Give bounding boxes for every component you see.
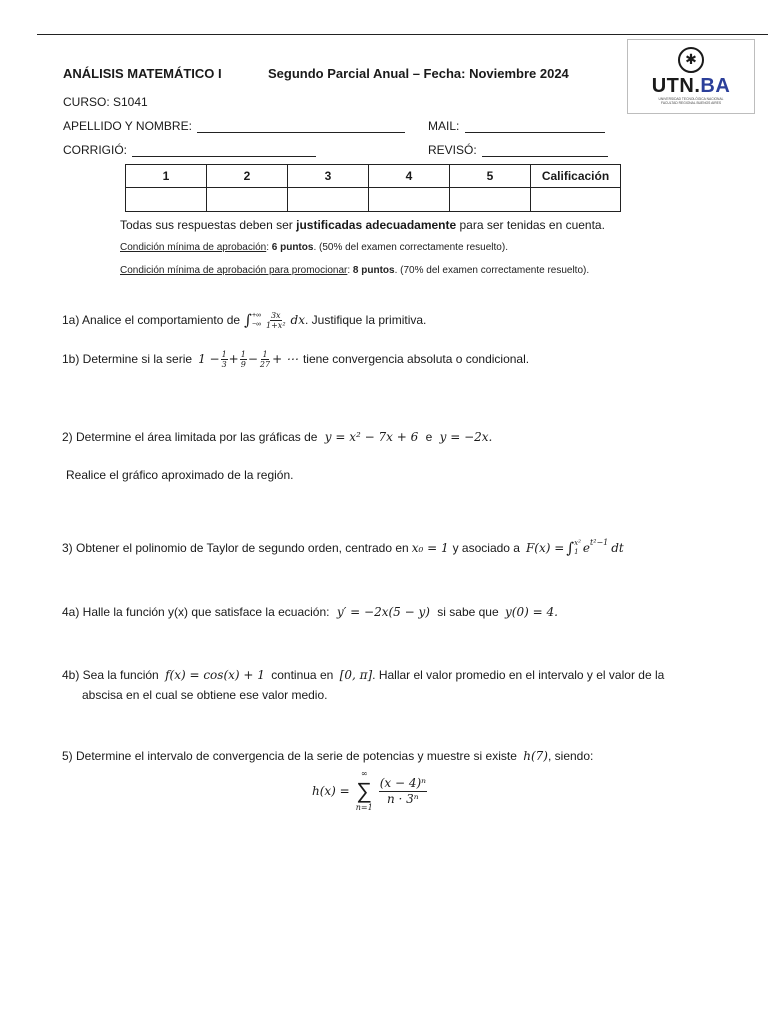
reviso-row [428, 143, 608, 157]
curso-label: CURSO: S1041 [63, 95, 148, 109]
exam-title: Segundo Parcial Anual – Fecha: Noviembre 2024 [268, 66, 569, 81]
reviso-field[interactable] [482, 145, 608, 157]
apellido-row [63, 119, 405, 133]
corrigio-label: CORRIGIÓ: [63, 143, 128, 157]
corrigio-row [63, 143, 316, 157]
grade-score-cell[interactable] [531, 188, 621, 212]
grade-header-cell: 1 [126, 165, 207, 188]
mail-label: MAIL: [428, 119, 460, 133]
question-3: 3) Obtener el polinomio de Taylor de segundo orden, centrado en x₀ = 1 y asociado a F(x) = ∫ x² 1 e t²−1 dt [62, 537, 624, 557]
grade-table-header [126, 165, 621, 188]
grade-score-cell[interactable] [288, 188, 369, 212]
question-2-graph: Realice el gráfico aproximado de la región. [66, 468, 294, 482]
promotion-condition: Condición mínima de aprobación para promocionar: 8 puntos. (70% del examen correctamente resuelto). [120, 265, 590, 276]
grade-header-cell: Calificación [531, 165, 621, 188]
grade-header-cell: 2 [207, 165, 288, 188]
grade-table-scores [126, 188, 621, 212]
grade-score-cell[interactable] [369, 188, 450, 212]
top-rule [37, 34, 768, 35]
question-5-formula: h(x) = ∞ ∑ n=1 $\frac{\text{(x − 4)ⁿ}}{\text{n · 3ⁿ}}$ [312, 769, 426, 812]
approval-condition: Condición mínima de aprobación: 6 puntos. (50% del examen correctamente resuelto). [120, 242, 508, 253]
apellido-label: APELLIDO Y NOMBRE: [63, 119, 192, 133]
apellido-field[interactable] [197, 121, 405, 133]
grade-table [125, 164, 621, 212]
utn-ba-logo [627, 39, 755, 114]
grade-score-cell[interactable] [207, 188, 288, 212]
reviso-label: REVISÓ: [428, 143, 477, 157]
grade-header-cell: 5 [450, 165, 531, 188]
mail-row [428, 119, 605, 133]
question-5: 5) Determine el intervalo de convergencia de la serie de potencias y muestre si existe h(7), siendo: [62, 749, 594, 763]
grade-score-cell[interactable] [450, 188, 531, 212]
grade-header-cell: 3 [288, 165, 369, 188]
grade-score-cell[interactable] [126, 188, 207, 212]
question-4a: 4a) Halle la función y(x) que satisface la ecuación: y′ = −2x(5 − y) si sabe que y(0) = 4. [62, 605, 558, 619]
utn-emblem-icon: ✱ [678, 47, 704, 73]
instructions-main: Todas sus respuestas deben ser justificadas adecuadamente para ser tenidas en cuenta. [120, 218, 605, 232]
question-1a: 1a) Analice el comportamiento de ∫ +∞ −∞ $\frac{3x}{\text{1+x²}}$ dx . Justifique la primitiva. [62, 310, 427, 330]
logo-wordmark: UTN.BA [651, 75, 731, 97]
question-1b: 1b) Determine si la serie 1 − $\frac{1}{3}$ + $\frac{1}{9}$ − $\frac{1}{27}$ + ⋯ tiene convergencia absoluta o condicional. [62, 349, 530, 369]
mail-field[interactable] [465, 121, 605, 133]
course-title: ANÁLISIS MATEMÁTICO I [63, 66, 222, 81]
logo-subtitle: UNIVERSIDAD TECNOLÓGICA NACIONAL FACULTAD REGIONAL BUENOS AIRES [658, 97, 724, 105]
question-4b-cont: abscisa en el cual se obtiene ese valor medio. [82, 688, 328, 702]
question-2: 2) Determine el área limitada por las gráficas de y = x² − 7x + 6 e y = −2x. [62, 430, 493, 444]
grade-header-cell: 4 [369, 165, 450, 188]
corrigio-field[interactable] [132, 145, 316, 157]
question-4b: 4b) Sea la función f(x) = cos(x) + 1 continua en [0, π]. Hallar el valor promedio en el intervalo y el valor de la [62, 668, 665, 682]
